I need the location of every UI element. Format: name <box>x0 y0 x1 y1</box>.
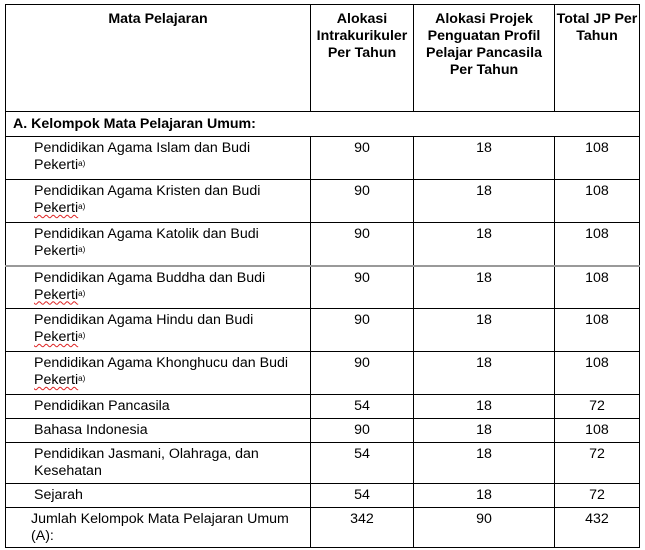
table-row <box>6 484 640 508</box>
table-row <box>6 223 640 266</box>
table-row <box>6 137 640 180</box>
cell-projek: 18 <box>414 180 555 223</box>
cell-projek: 18 <box>414 419 555 443</box>
cell-total: 108 <box>555 352 640 395</box>
total-label: Jumlah Kelompok Mata Pelajaran Umum (A): <box>6 508 311 548</box>
cell-total: 108 <box>555 223 640 266</box>
cell-intra: 90 <box>311 223 414 266</box>
total-row <box>6 508 640 548</box>
cell-intra: 90 <box>311 180 414 223</box>
header-total-jp: Total JP Per Tahun <box>555 5 640 112</box>
footnote-marker: a) <box>78 202 86 211</box>
cell-intra: 90 <box>311 352 414 395</box>
total-projek: 90 <box>414 508 555 548</box>
header-row <box>6 5 640 112</box>
subject-name: Sejarah <box>6 484 311 508</box>
table-row <box>6 443 640 484</box>
subject-name: Pendidikan Agama Buddha dan Budi Pekerti$^{a)}$ <box>6 266 311 309</box>
cell-projek: 18 <box>414 137 555 180</box>
group-label: A. Kelompok Mata Pelajaran Umum: <box>6 112 640 137</box>
cell-projek: 18 <box>414 352 555 395</box>
footnote-marker: a) <box>78 245 86 254</box>
table-row <box>6 352 640 395</box>
cell-total: 108 <box>555 180 640 223</box>
group-row <box>6 112 640 137</box>
table-row <box>6 395 640 419</box>
cell-total: 72 <box>555 443 640 484</box>
table-row <box>6 419 640 443</box>
total-intra: 342 <box>311 508 414 548</box>
footnote-marker: a) <box>78 288 86 298</box>
cell-intra: 90 <box>311 309 414 352</box>
header-projek: Alokasi Projek Penguatan Profil Pelajar Pancasila Per Tahun <box>414 5 555 112</box>
header-mata-pelajaran: Mata Pelajaran <box>6 5 311 112</box>
table-row <box>6 180 640 223</box>
cell-projek: 18 <box>414 484 555 508</box>
subject-name: Pendidikan Agama Khonghucu dan Budi Pekerti$^{a)}$ <box>6 352 311 395</box>
cell-total: 72 <box>555 395 640 419</box>
curriculum-table <box>5 4 640 548</box>
cell-intra: 90 <box>311 266 414 309</box>
cell-intra: 54 <box>311 395 414 419</box>
header-intrakurikuler: Alokasi Intrakurikuler Per Tahun <box>311 5 414 112</box>
cell-projek: 18 <box>414 395 555 419</box>
cell-intra: 54 <box>311 484 414 508</box>
footnote-marker: a) <box>78 374 86 383</box>
cell-intra: 54 <box>311 443 414 484</box>
footnote-marker: a) <box>78 159 86 168</box>
table-row <box>6 309 640 352</box>
footnote-marker: a) <box>78 331 86 340</box>
subject-name: Pendidikan Agama Katolik dan Budi Pekerti$^{a)}$ <box>6 223 311 266</box>
cell-intra: 90 <box>311 137 414 180</box>
subject-name: Pendidikan Agama Kristen dan Budi Pekerti$^{a)}$ <box>6 180 311 223</box>
cell-total: 108 <box>555 419 640 443</box>
subject-name: Pendidikan Agama Islam dan Budi Pekerti$^{a)}$ <box>6 137 311 180</box>
subject-name: Bahasa Indonesia <box>6 419 311 443</box>
cell-total: 108 <box>555 137 640 180</box>
cell-intra: 90 <box>311 419 414 443</box>
subject-name: Pendidikan Jasmani, Olahraga, dan Kesehatan <box>6 443 311 484</box>
subject-name: Pendidikan Agama Hindu dan Budi Pekerti$^{a)}$ <box>6 309 311 352</box>
cell-total: 72 <box>555 484 640 508</box>
cell-total: 108 <box>555 266 640 309</box>
cell-projek: 18 <box>414 223 555 266</box>
table-row <box>6 266 640 309</box>
subject-name: Pendidikan Pancasila <box>6 395 311 419</box>
cell-total: 108 <box>555 309 640 352</box>
cell-projek: 18 <box>414 266 555 309</box>
cell-projek: 18 <box>414 309 555 352</box>
total-jp: 432 <box>555 508 640 548</box>
cell-projek: 18 <box>414 443 555 484</box>
